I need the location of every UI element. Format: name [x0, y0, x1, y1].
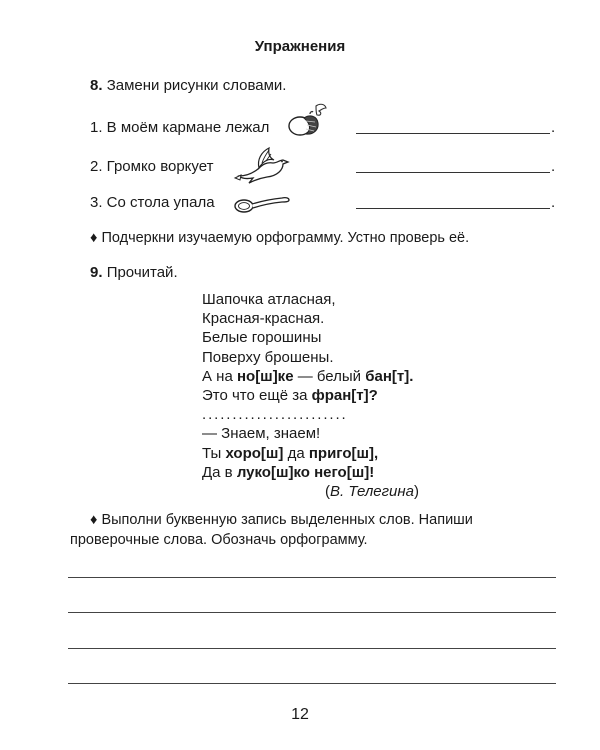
answer-blank-2[interactable]	[356, 172, 550, 173]
poem-line	[202, 367, 419, 386]
task-8-follow-up	[90, 230, 469, 246]
poem-text: Ты	[202, 444, 226, 462]
writing-line[interactable]	[68, 612, 556, 613]
poem-dotted-line: ........................	[202, 406, 348, 424]
poem-author	[202, 482, 419, 501]
paren: (	[325, 483, 330, 501]
task-9-number: 9.	[90, 264, 103, 281]
poem-text: А на	[202, 367, 237, 385]
sentence-2-period: .	[551, 158, 556, 175]
task-8-instruction: Замени рисунки словами.	[106, 77, 287, 94]
sentence-1-period: .	[551, 119, 556, 136]
poem-line	[202, 463, 419, 482]
writing-line[interactable]	[68, 577, 556, 578]
highlighted-word: но[ш]ке	[236, 367, 294, 385]
sentence-2-text: 2. Громко воркует	[90, 158, 214, 175]
poem-line: Шапочка атласная,	[202, 291, 336, 308]
acorn-icon	[286, 102, 330, 140]
highlighted-word: приго[ш],	[308, 444, 379, 462]
task-8-heading	[90, 77, 286, 94]
task-8-follow-up-text: Подчеркни изучаемую орфограмму. Устно проверь её.	[101, 230, 470, 246]
sentence-3-text: 3. Со стола упала	[90, 194, 215, 211]
sentence-3-period: .	[551, 194, 556, 211]
task-9-instruction: Прочитай.	[106, 264, 178, 281]
answer-blank-1[interactable]	[356, 133, 550, 134]
poem-line: Поверху брошены.	[202, 348, 334, 366]
poem-text: — белый	[293, 367, 366, 385]
poem-text: Да в	[202, 463, 237, 481]
diamond-bullet-icon: ♦	[90, 512, 98, 528]
writing-line[interactable]	[68, 648, 556, 649]
poem-line	[202, 386, 419, 405]
poem-text: да	[283, 444, 309, 462]
page-number: 12	[291, 706, 309, 723]
diamond-bullet-icon: ♦	[90, 230, 98, 246]
task-8-number: 8.	[90, 77, 103, 94]
highlighted-word: фран[т]?	[311, 387, 378, 405]
poem	[202, 290, 419, 501]
highlighted-word: хоро[ш]	[225, 444, 284, 462]
poem-text: Это что ещё за	[202, 387, 312, 405]
page-title: Упражнения	[254, 38, 346, 55]
task-9-heading	[90, 264, 178, 281]
answer-blank-3[interactable]	[356, 208, 550, 209]
paren: )	[414, 483, 419, 501]
task-9-follow-up-text: Выполни буквенную запись выделенных слов. Напиши проверочные слова. Обозначь орфограмму.	[70, 512, 473, 548]
spoon-icon	[232, 193, 292, 215]
poem-line	[202, 444, 419, 463]
author-name: В. Телегина	[330, 483, 414, 501]
writing-line[interactable]	[68, 683, 556, 684]
poem-line: Красная-красная.	[202, 310, 325, 328]
task-9-follow-up	[70, 510, 560, 550]
poem-line: Белые горошины	[202, 329, 322, 347]
highlighted-word: луко[ш]ко него[ш]!	[236, 463, 375, 481]
highlighted-word: бан[т].	[365, 367, 414, 385]
sentence-1-text: 1. В моём кармане лежал	[90, 119, 270, 136]
dove-icon	[233, 146, 293, 186]
poem-line: — Знаем, знаем!	[202, 425, 321, 443]
